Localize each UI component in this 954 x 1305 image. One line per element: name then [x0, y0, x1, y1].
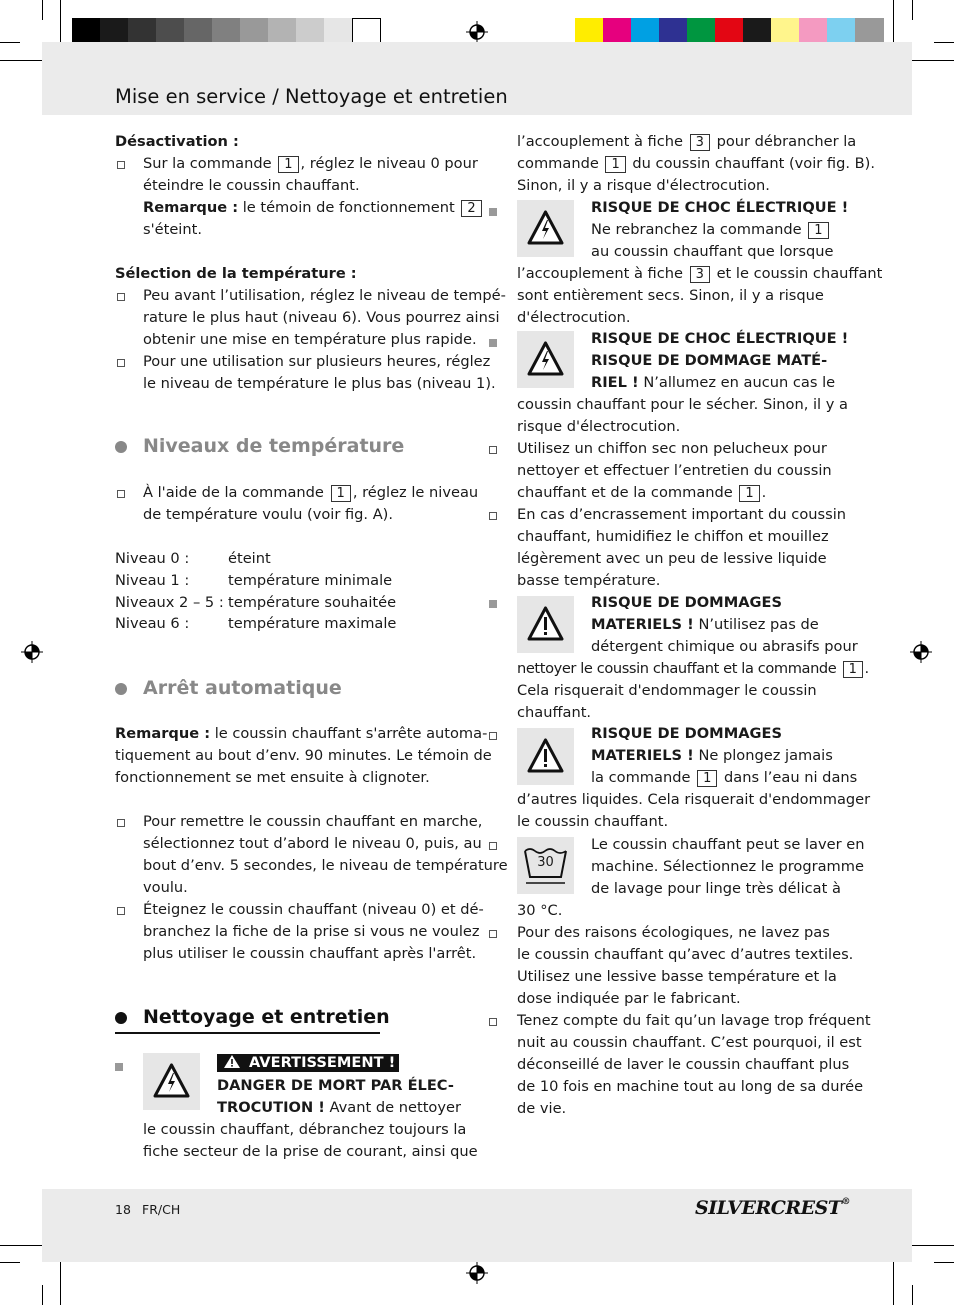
- deactivation-step: [143, 153, 478, 175]
- electric-shock-warning-icon: [517, 331, 574, 388]
- ref-3: 3: [690, 134, 710, 151]
- warning-title: RISQUE DE CHOC ÉLECTRIQUE !: [591, 199, 849, 216]
- checkbox-bullet: [489, 732, 497, 740]
- level-value: température souhaitée: [228, 594, 397, 611]
- deactivation-heading: Désactivation :: [115, 133, 239, 150]
- crop-mark: [42, 1285, 43, 1305]
- selection-step-2: Pour une utilisation sur plusieurs heures, réglez: [143, 353, 491, 370]
- text: MATERIELS !: [591, 616, 694, 633]
- ref-1: 1: [808, 222, 828, 239]
- caution-warning-icon: [517, 728, 574, 785]
- square-bullet: [489, 600, 497, 608]
- deactivation-step-cont: éteindre le coussin chauffant.: [143, 177, 360, 194]
- registration-mark-icon: [910, 641, 932, 663]
- ref-2: 2: [461, 200, 481, 217]
- auto-off-step-2: Éteignez le coussin chauffant (niveau 0) et dé-: [143, 901, 484, 918]
- care-step-4: de vie.: [517, 1100, 567, 1117]
- checkbox-bullet: [489, 1018, 497, 1026]
- warning-text: DANGER DE MORT PAR ÉLEC-: [217, 1077, 454, 1094]
- ref-1: 1: [278, 156, 298, 173]
- temperature-selection-heading: Sélection de la température :: [115, 265, 357, 282]
- care-step-2: légèrement avec un peu de lessive liquide: [517, 550, 827, 567]
- selection-step-1: obtenir une mise en température plus rapide.: [143, 331, 477, 348]
- cleaning-cont: Sinon, il y a risque d'électrocution.: [517, 177, 770, 194]
- selection-step-1: Peu avant l’utilisation, réglez le niveau de tempé-: [143, 287, 506, 304]
- care-step-1: nettoyer et effectuer l’entretien du coussin: [517, 462, 832, 479]
- text: Ne plongez jamais: [698, 747, 833, 764]
- level-value: température minimale: [228, 572, 393, 589]
- caution-warning-icon: [517, 596, 574, 653]
- level-key: Niveau 6 :: [115, 615, 190, 632]
- care-step-4: déconseillé de laver le coussin chauffant plus: [517, 1056, 850, 1073]
- deactivation-remark-cont: s'éteint.: [143, 221, 202, 238]
- warning-text: [591, 219, 831, 241]
- text: , réglez le niveau 0 pour: [300, 155, 478, 172]
- auto-off-remark-cont: fonctionnement se met ensuite à clignoter.: [115, 769, 430, 786]
- text: commande: [517, 155, 599, 172]
- selection-step-1: rature le plus haut (niveau 6). Vous pourrez ainsi: [143, 309, 500, 326]
- wash-text: 30 °C.: [517, 902, 563, 919]
- checkbox-bullet: [489, 842, 497, 850]
- registration-mark-icon: [466, 21, 488, 43]
- heading-cleaning: Nettoyage et entretien: [143, 1006, 390, 1028]
- care-step-4: Tenez compte du fait qu’un lavage trop fréquent: [517, 1012, 871, 1029]
- warning-title: RISQUE DE DOMMAGES: [591, 725, 782, 742]
- square-bullet: [489, 339, 497, 347]
- warning-text: détergent chimique ou abrasifs pour: [591, 638, 858, 655]
- care-step-2: En cas d’encrassement important du coussin: [517, 506, 847, 523]
- registration-mark-icon: [21, 641, 43, 663]
- warning-text: sont entièrement secs. Sinon, il y a risque: [517, 287, 824, 304]
- auto-off-step-2: branchez la fiche de la prise si vous ne voulez: [143, 923, 480, 940]
- text: Avant de nettoyer: [329, 1099, 461, 1116]
- registration-mark-icon: [466, 1262, 488, 1284]
- auto-off-step-2: plus utiliser le coussin chauffant après l'arrêt.: [143, 945, 477, 962]
- warning-text: le coussin chauffant.: [517, 813, 669, 830]
- checkbox-bullet: [489, 446, 497, 454]
- warning-label: [217, 1054, 247, 1072]
- care-step-4: de 10 fois en machine tout au long de sa durée: [517, 1078, 864, 1095]
- heading-underline: [115, 1032, 380, 1034]
- warning-text: coussin chauffant pour le sécher. Sinon, il y a: [517, 396, 848, 413]
- crop-mark: [934, 1262, 954, 1263]
- cleaning-cont: [517, 131, 856, 153]
- care-step-4: nuit au coussin chauffant. C’est pourquoi, il est: [517, 1034, 862, 1051]
- remark-label: Remarque :: [115, 725, 211, 742]
- language-code: FR/CH: [142, 1202, 181, 1217]
- auto-off-remark: [115, 723, 487, 745]
- crop-mark: [0, 42, 20, 43]
- care-step-2: basse température.: [517, 572, 661, 589]
- warning-text: [591, 614, 819, 636]
- text: Sur la commande: [143, 155, 272, 172]
- crop-mark: [912, 1285, 913, 1305]
- care-step-2: chauffant, humidifiez le chiffon et mouillez: [517, 528, 829, 545]
- warning-title: RISQUE DE CHOC ÉLECTRIQUE !: [591, 330, 849, 347]
- warning-text: chauffant.: [517, 704, 592, 721]
- heading-temperature-levels: Niveaux de température: [143, 435, 405, 457]
- wash-text: Le coussin chauffant peut se laver en: [591, 836, 865, 853]
- ref-1: 1: [843, 661, 863, 678]
- ref-3: 3: [690, 266, 710, 283]
- level-value: éteint: [228, 550, 271, 567]
- warning-label-text: AVERTISSEMENT !: [245, 1054, 399, 1072]
- section-bullet-icon: [115, 1012, 127, 1024]
- section-bullet-icon: [115, 441, 127, 453]
- checkbox-bullet: [117, 907, 125, 915]
- wash-temperature: 30: [537, 855, 554, 870]
- warning-text: [591, 745, 833, 767]
- warning-text: fiche secteur de la prise de courant, ainsi que: [143, 1143, 478, 1160]
- electric-shock-warning-icon: [143, 1053, 200, 1110]
- checkbox-bullet: [117, 359, 125, 367]
- care-step-3: Pour des raisons écologiques, ne lavez pas: [517, 924, 830, 941]
- warning-text: d’autres liquides. Cela risquerait d'endommager: [517, 791, 871, 808]
- square-bullet: [115, 1063, 123, 1071]
- cleaning-cont: [517, 153, 875, 175]
- checkbox-bullet: [489, 930, 497, 938]
- auto-off-remark-cont: tiquement au bout d’env. 90 minutes. Le témoin de: [115, 747, 492, 764]
- text: la commande: [591, 769, 691, 786]
- crop-mark: [934, 42, 954, 43]
- warning-text: [217, 1097, 461, 1119]
- text: N’utilisez pas de: [698, 616, 819, 633]
- levels-step-cont: de température voulu (voir fig. A).: [143, 506, 394, 523]
- auto-off-step-1: bout d’env. 5 secondes, le niveau de température: [143, 857, 508, 874]
- wash-text: machine. Sélectionnez le programme: [591, 858, 864, 875]
- care-step-1: chauffant et de la commande 1 .: [517, 484, 767, 501]
- crop-mark: [912, 0, 913, 20]
- deactivation-remark: [143, 197, 484, 219]
- text: nettoyer le coussin chauffant et la commande: [517, 660, 837, 677]
- auto-off-step-1: voulu.: [143, 879, 188, 896]
- care-step-3: le coussin chauffant qu’avec d’autres textiles.: [517, 946, 854, 963]
- level-value: température maximale: [228, 615, 397, 632]
- brand-logo: [695, 1197, 850, 1219]
- text: N’allumez en aucun cas le: [643, 374, 836, 391]
- text: le coussin chauffant s'arrête automa-: [214, 725, 488, 742]
- care-step-1: Utilisez un chiffon sec non pelucheux pour: [517, 440, 827, 457]
- warning-text: le coussin chauffant, débranchez toujours la: [143, 1121, 467, 1138]
- wash-30-icon: [517, 837, 574, 894]
- ref-1: 1: [605, 156, 625, 173]
- page-number: 18: [115, 1202, 131, 1217]
- text: le témoin de fonctionnement: [242, 199, 455, 216]
- checkbox-bullet: [117, 161, 125, 169]
- selection-step-2: le niveau de température le plus bas (niveau 1).: [143, 375, 496, 392]
- section-bullet-icon: [115, 683, 127, 695]
- level-key: Niveau 0 :: [115, 550, 190, 567]
- level-key: Niveaux 2 – 5 :: [115, 594, 224, 611]
- electric-shock-warning-icon: [517, 200, 574, 257]
- care-step-3: dose indiquée par le fabricant.: [517, 990, 741, 1007]
- text: chauffant et de la commande: [517, 484, 733, 501]
- warning-text: d'électrocution.: [517, 309, 631, 326]
- auto-off-step-1: Pour remettre le coussin chauffant en marche,: [143, 813, 483, 830]
- warning-text: Cela risquerait d'endommager le coussin: [517, 682, 817, 699]
- warning-text: au coussin chauffant que lorsque: [591, 243, 834, 260]
- heading-auto-off: Arrêt automatique: [143, 677, 342, 699]
- care-step-3: Utilisez une lessive basse température et la: [517, 968, 837, 985]
- ref-1: 1: [697, 770, 717, 787]
- wash-text: de lavage pour linge très délicat à: [591, 880, 841, 897]
- text: , réglez le niveau: [352, 484, 479, 501]
- warning-title: RISQUE DE DOMMAGE MATÉ-: [591, 352, 828, 369]
- auto-off-step-1: sélectionnez tout d’abord le niveau 0, puis, au: [143, 835, 482, 852]
- text: RIEL !: [591, 374, 639, 391]
- registered-mark: ®: [841, 1197, 850, 1207]
- warning-text: [591, 767, 857, 789]
- checkbox-bullet: [117, 293, 125, 301]
- warning-text: nettoyer le coussin chauffant et la commande 1 .: [517, 660, 869, 677]
- text: À l'aide de la commande: [143, 484, 324, 501]
- text: l’accouplement à fiche: [517, 265, 683, 282]
- checkbox-bullet: [489, 512, 497, 520]
- square-bullet: [489, 208, 497, 216]
- checkbox-bullet: [117, 490, 125, 498]
- crop-mark: [0, 1262, 20, 1263]
- text: dans l’eau ni dans: [724, 769, 858, 786]
- text: l’accouplement à fiche: [517, 133, 683, 150]
- text: du coussin chauffant (voir fig. B).: [632, 155, 875, 172]
- levels-step: [143, 482, 478, 504]
- text: MATERIELS !: [591, 747, 694, 764]
- text: Ne rebranchez la commande: [591, 221, 802, 238]
- crop-mark: [42, 0, 43, 20]
- warning-text: risque d'électrocution.: [517, 418, 681, 435]
- checkbox-bullet: [117, 819, 125, 827]
- warning-text: [517, 263, 882, 285]
- text: pour débrancher la: [716, 133, 857, 150]
- page-title: Mise en service / Nettoyage et entretien: [115, 85, 508, 108]
- level-key: Niveau 1 :: [115, 572, 190, 589]
- warning-title: RISQUE DE DOMMAGES: [591, 594, 782, 611]
- ref-1: 1: [739, 485, 759, 502]
- warning-text: [591, 372, 835, 394]
- text: et le coussin chauffant: [716, 265, 883, 282]
- text: TROCUTION !: [217, 1099, 325, 1116]
- brand-name: SILVERCREST: [695, 1197, 842, 1219]
- ref-1: 1: [331, 485, 351, 502]
- remark-label: Remarque :: [143, 199, 239, 216]
